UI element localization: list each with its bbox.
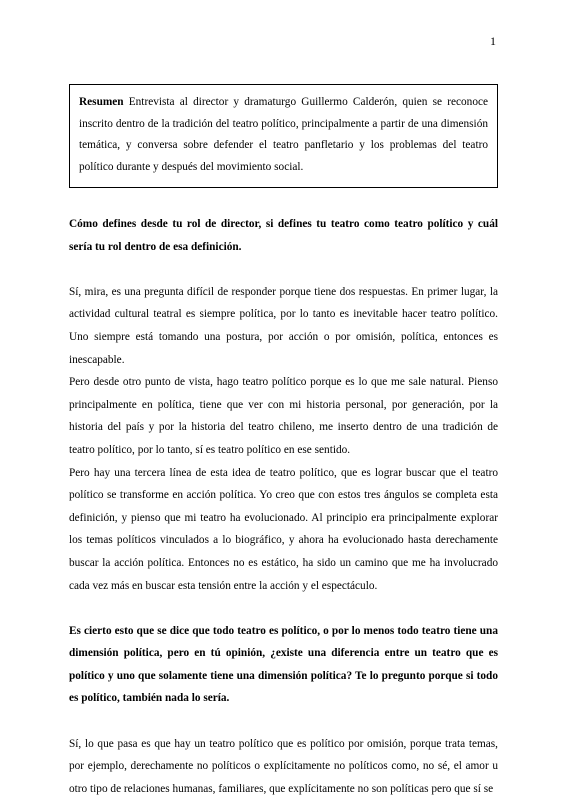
summary-text: Entrevista al director y dramaturgo Guillermo Calderón, quien se reconoce inscrito dentro de la tradición del teatro político, principalmente a partir de una dimensión temática, y conversa sobre defender el teatro panfletario y los problemas del teatro político durante y después del movimiento social.	[79, 96, 488, 174]
question-2: Es cierto esto que se dice que todo teatro es político, o por lo menos todo teatro tiene una dimensión política, pero en tú opinión, ¿existe una diferencia entre un teatro que es político y uno que solamente tiene una dimensión política? Te lo pregunto porque si todo es político, también nada lo sería.	[69, 624, 498, 705]
answer-2-paragraph-1: Sí, lo que pasa es que hay un teatro político que es político por omisión, porque trata temas, por ejemplo, derechamente no políticos o explícitamente no políticos como, no sé, el amor u otro tipo de relaciones humanas, familiares, que explícitamente no son políticas pero que sí se	[69, 737, 498, 795]
answer-1-paragraph-1: Sí, mira, es una pregunta difícil de responder porque tiene dos respuestas. En primer lugar, la actividad cultural teatral es siempre política, por lo tanto es inevitable hacer teatro político. Uno siempre está tomando una postura, por acción o por omisión, política, entonces es inescapable.	[69, 285, 498, 366]
summary-box	[69, 84, 498, 188]
interview-body	[69, 213, 498, 800]
answer-1-paragraph-2: Pero desde otro punto de vista, hago teatro político porque es lo que me sale natural. Pienso principalmente en política, tiene que ver con mi historia personal, por generación, por la historia del país y por la historia del teatro chileno, me inserto dentro de una tradición de teatro político, por lo tanto, sí es teatro político en ese sentido.	[69, 376, 498, 456]
answer-1-paragraph-3: Pero hay una tercera línea de esta idea de teatro político, que es lograr buscar que el teatro político se transforme en acción política. Yo creo que con estos tres ángulos se completa esta definición, y pienso que mi teatro ha evolucionado. Al principio era principalmente explorar los temas políticos vinculados a lo biográfico, y ahora ha evolucionado hasta derechamente buscar la acción política. Entonces no es estático, ha sido un camino que me ha involucrado cada vez más en buscar esta tensión entre la acción y el espectáculo.	[69, 466, 498, 592]
paragraph-gap	[69, 597, 498, 620]
paragraph-gap	[69, 710, 498, 733]
page-number: 1	[490, 34, 496, 48]
paragraph-gap	[69, 258, 498, 281]
question-1: Cómo defines desde tu rol de director, si defines tu teatro como teatro político y cuál sería tu rol dentro de esa definición.	[69, 218, 498, 253]
summary-label: Resumen	[79, 96, 124, 108]
